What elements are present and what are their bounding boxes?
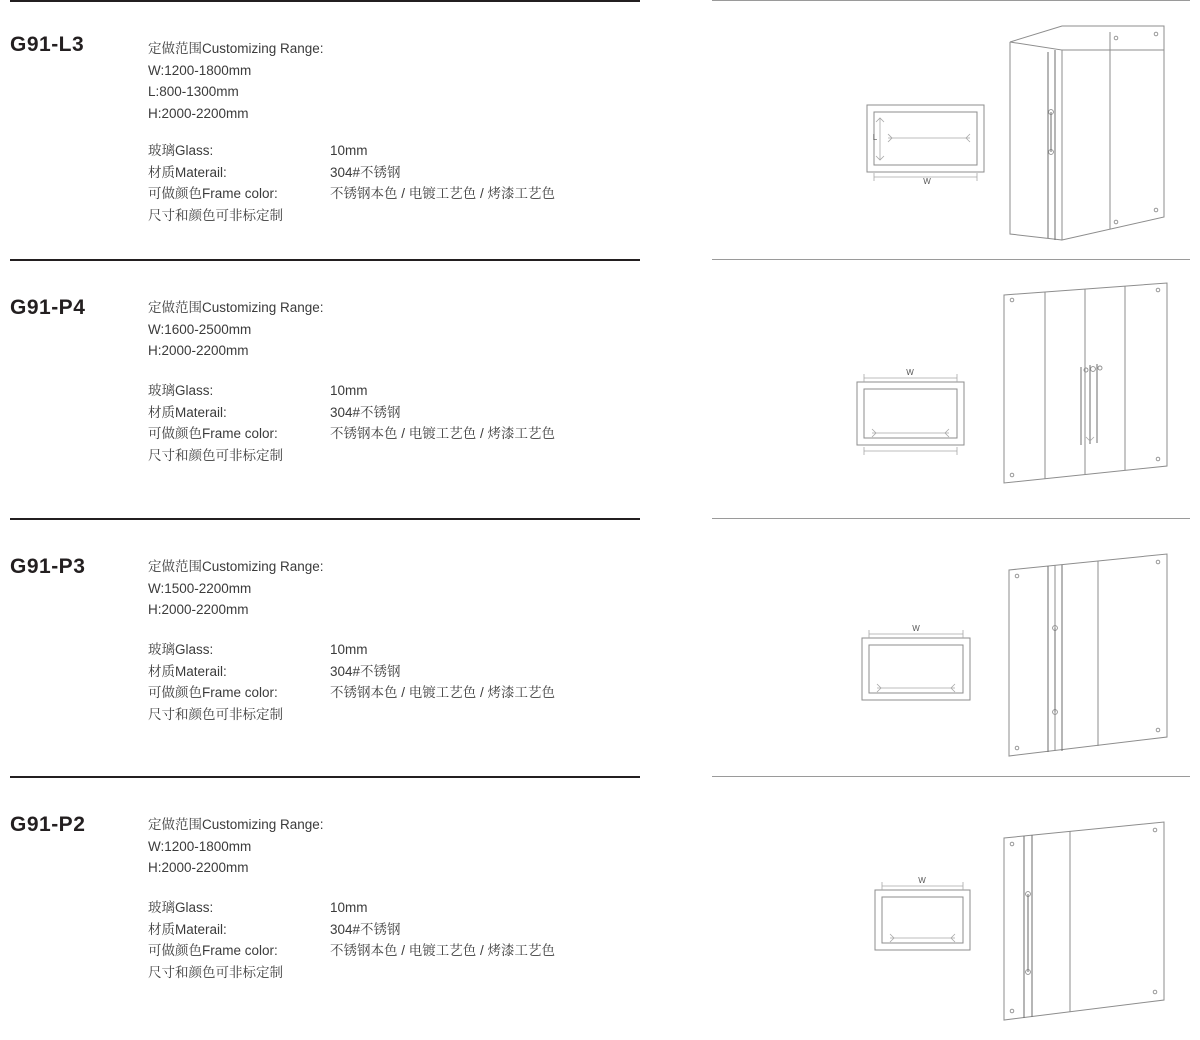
plan-view-4 <box>875 876 970 950</box>
plan-dim-l-1: L <box>872 133 878 142</box>
section-divider-right-2 <box>712 259 1190 260</box>
material-value-4: 304#不锈钢 <box>330 921 401 937</box>
material-value-3: 304#不锈钢 <box>330 663 401 679</box>
spec-row-glass-2 <box>148 380 555 402</box>
frame-color-label-3: 可做颜色Frame color: <box>148 685 278 700</box>
custom-note-3: 尺寸和颜色可非标定制 <box>148 706 283 722</box>
custom-note-2: 尺寸和颜色可非标定制 <box>148 447 283 463</box>
model-code-3: G91-P3 <box>10 555 86 578</box>
glass-label-3: 玻璃Glass: <box>148 642 214 657</box>
range-dim-h-2: H:2000-2200mm <box>148 343 249 358</box>
range-dim-w-4: W:1200-1800mm <box>148 838 252 854</box>
frame-color-label-2: 可做颜色Frame color: <box>148 426 278 441</box>
frame-color-label-4: 可做颜色Frame color: <box>148 943 278 958</box>
material-label-1: 材质Materail: <box>148 164 227 180</box>
glass-label-4: 玻璃Glass: <box>148 900 214 915</box>
glass-label-2: 玻璃Glass: <box>148 383 214 398</box>
spec-row-glass-1 <box>148 140 555 162</box>
product-drawing-2 <box>712 273 1190 513</box>
range-dim-h-1: H:2000-2200mm <box>148 105 249 121</box>
spec-table-3 <box>148 639 555 725</box>
plan-view-1 <box>867 105 984 186</box>
product-drawing-1 <box>712 12 1190 260</box>
perspective-view-2 <box>1004 283 1167 483</box>
section-divider-left-1 <box>10 0 640 2</box>
glass-value-4: 10mm <box>330 900 368 915</box>
glass-value-3: 10mm <box>330 642 368 657</box>
model-code-4: G91-P2 <box>10 813 86 836</box>
plan-dim-w-4: W <box>918 876 926 885</box>
perspective-view-1 <box>1010 26 1164 240</box>
spec-row-glass-4 <box>148 897 555 919</box>
range-title-1: 定做范围Customizing Range: <box>148 41 324 56</box>
section-divider-right-3 <box>712 518 1190 519</box>
spec-row-frame-color-2 <box>148 423 555 445</box>
range-title-4: 定做范围Customizing Range: <box>148 817 324 832</box>
spec-table-1 <box>148 140 555 226</box>
frame-color-value-2: 不锈钢本色 / 电镀工艺色 / 烤漆工艺色 <box>330 426 556 441</box>
section-divider-right-1 <box>712 0 1190 1</box>
spec-row-glass-3 <box>148 639 555 661</box>
section-divider-left-4 <box>10 776 640 778</box>
spec-row-material-3 <box>148 661 555 683</box>
custom-note-4: 尺寸和颜色可非标定制 <box>148 964 283 980</box>
material-value-1: 304#不锈钢 <box>330 164 401 180</box>
product-drawing-3 <box>712 532 1190 772</box>
customizing-range-4 <box>148 814 324 879</box>
range-dim-w-2: W:1600-2500mm <box>148 321 252 337</box>
section-divider-right-4 <box>712 776 1190 777</box>
range-dim-w-1: W:1200-1800mm <box>148 62 252 78</box>
spec-row-material-4 <box>148 919 555 941</box>
product-drawing-4 <box>712 790 1190 1040</box>
plan-dim-w-2: W <box>906 368 914 377</box>
spec-row-frame-color-3 <box>148 682 555 704</box>
customizing-range-3 <box>148 556 324 621</box>
frame-color-value-1: 不锈钢本色 / 电镀工艺色 / 烤漆工艺色 <box>330 186 556 201</box>
frame-color-value-4: 不锈钢本色 / 电镀工艺色 / 烤漆工艺色 <box>330 943 556 958</box>
perspective-view-4 <box>1004 822 1164 1020</box>
range-dim-h-3: H:2000-2200mm <box>148 602 249 617</box>
range-title-3: 定做范围Customizing Range: <box>148 559 324 574</box>
plan-view-2 <box>857 368 964 455</box>
spec-table-2 <box>148 380 555 466</box>
glass-label-1: 玻璃Glass: <box>148 143 214 158</box>
spec-row-material-2 <box>148 402 555 424</box>
range-title-2: 定做范围Customizing Range: <box>148 300 324 315</box>
plan-dim-w-1: W <box>923 177 931 186</box>
perspective-view-3 <box>1009 554 1167 756</box>
spec-row-frame-color-1 <box>148 183 555 205</box>
glass-value-2: 10mm <box>330 383 368 398</box>
spec-row-material-1 <box>148 162 555 184</box>
glass-value-1: 10mm <box>330 143 368 158</box>
range-dim-w-3: W:1500-2200mm <box>148 580 252 596</box>
frame-color-label-1: 可做颜色Frame color: <box>148 186 278 201</box>
model-code-2: G91-P4 <box>10 296 86 319</box>
customizing-range-2 <box>148 297 324 362</box>
range-dim-h-4: H:2000-2200mm <box>148 860 249 875</box>
spec-table-4 <box>148 897 555 983</box>
model-code-1: G91-L3 <box>10 33 85 56</box>
frame-color-value-3: 不锈钢本色 / 电镀工艺色 / 烤漆工艺色 <box>330 685 556 700</box>
plan-dim-w-3: W <box>912 624 920 633</box>
material-label-2: 材质Materail: <box>148 404 227 420</box>
section-divider-left-2 <box>10 259 640 261</box>
range-dim-l-1: L:800-1300mm <box>148 84 239 99</box>
material-label-4: 材质Materail: <box>148 921 227 937</box>
material-label-3: 材质Materail: <box>148 663 227 679</box>
plan-view-3 <box>862 624 970 700</box>
customizing-range-1 <box>148 38 324 124</box>
material-value-2: 304#不锈钢 <box>330 404 401 420</box>
spec-row-frame-color-4 <box>148 940 555 962</box>
custom-note-1: 尺寸和颜色可非标定制 <box>148 207 283 223</box>
section-divider-left-3 <box>10 518 640 520</box>
